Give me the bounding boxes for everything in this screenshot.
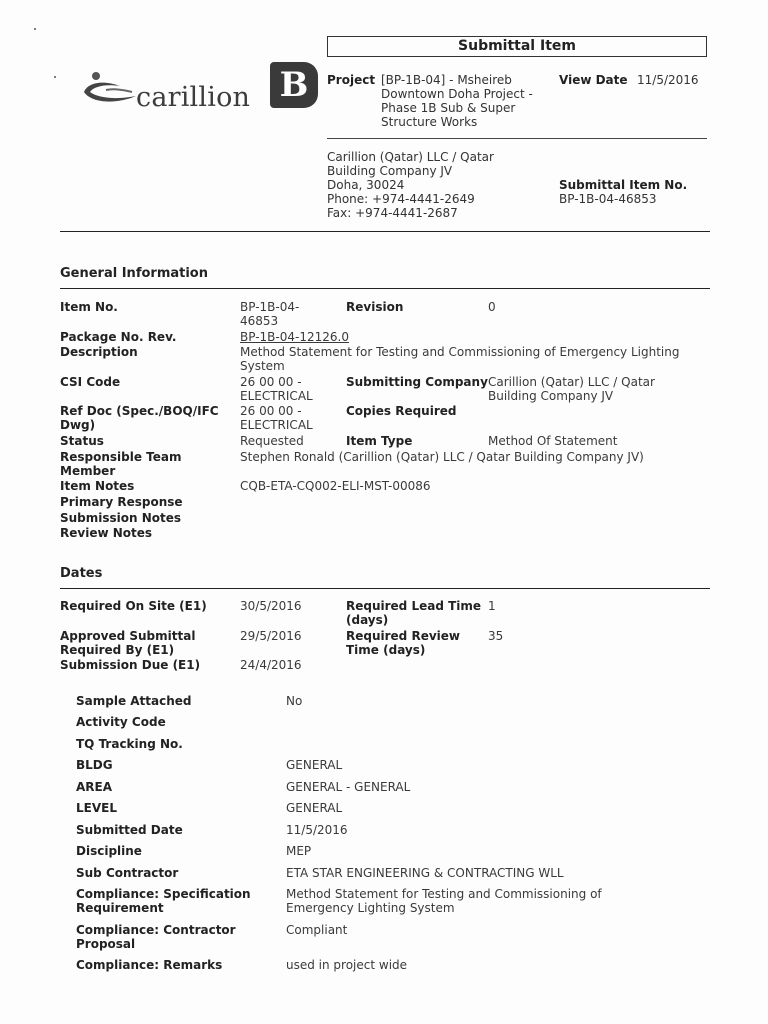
revision-value: 0 bbox=[488, 300, 496, 314]
responsible-value: Stephen Ronald (Carillion (Qatar) LLC / Qatar Building Company JV) bbox=[240, 450, 644, 464]
dates-rule bbox=[60, 588, 710, 589]
package-label: Package No. Rev. bbox=[60, 330, 177, 344]
detail-value: ETA STAR ENGINEERING & CONTRACTING WLL bbox=[286, 866, 564, 880]
status-label: Status bbox=[60, 434, 104, 448]
scan-speck bbox=[34, 28, 36, 30]
project-value: [BP-1B-04] - Msheireb Downtown Doha Project - Phase 1B Sub & Super Structure Works bbox=[381, 73, 533, 129]
detail-value: used in project wide bbox=[286, 958, 408, 972]
detail-label: TQ Tracking No. bbox=[76, 737, 183, 751]
item-notes-label: Item Notes bbox=[60, 479, 135, 493]
submitting-company-value: Carillion (Qatar) LLC / Qatar Building Company JV bbox=[488, 375, 655, 403]
detail-value: GENERAL - GENERAL bbox=[286, 780, 411, 794]
detail-value: GENERAL bbox=[286, 801, 343, 815]
logo-swoosh-icon bbox=[80, 72, 140, 106]
company-address: Carillion (Qatar) LLC / Qatar Building Company JV Doha, 30024 Phone: +974-4441-2649 Fax: +974-4441-2687 bbox=[327, 150, 494, 220]
view-date-value: 11/5/2016 bbox=[637, 73, 699, 87]
responsible-label: Responsible Team Member bbox=[60, 450, 182, 478]
review-notes-label: Review Notes bbox=[60, 526, 153, 540]
logo-b-mark-icon: B bbox=[270, 62, 318, 108]
package-link[interactable]: BP-1B-04-12126.0 bbox=[240, 330, 349, 344]
detail-label: Compliance: Remarks bbox=[76, 958, 223, 972]
submission-notes-label: Submission Notes bbox=[60, 511, 182, 525]
description-value: Method Statement for Testing and Commissioning of Emergency Lighting System bbox=[240, 345, 680, 373]
detail-label: Compliance: Contractor Proposal bbox=[76, 923, 236, 951]
ref-doc-label: Ref Doc (Spec./BOQ/IFC Dwg) bbox=[60, 404, 219, 432]
detail-value: Method Statement for Testing and Commissioning of Emergency Lighting System bbox=[286, 887, 602, 915]
copies-required-label: Copies Required bbox=[346, 404, 457, 418]
submittal-no-label: Submittal Item No. bbox=[559, 178, 688, 192]
item-notes-value: CQB-ETA-CQ002-ELI-MST-00086 bbox=[240, 479, 431, 493]
detail-label: Discipline bbox=[76, 844, 142, 858]
detail-label: LEVEL bbox=[76, 801, 117, 815]
detail-label: Compliance: Specification Requirement bbox=[76, 887, 251, 915]
approved-submittal-label: Approved Submittal Required By (E1) bbox=[60, 629, 196, 657]
detail-value: 11/5/2016 bbox=[286, 823, 348, 837]
ref-doc-value: 26 00 00 - ELECTRICAL bbox=[240, 404, 313, 432]
project-label: Project bbox=[327, 73, 376, 87]
scan-speck bbox=[54, 76, 56, 78]
detail-label: BLDG bbox=[76, 758, 113, 772]
required-review-label: Required Review Time (days) bbox=[346, 629, 460, 657]
item-no-label: Item No. bbox=[60, 300, 118, 314]
carillion-logo bbox=[80, 58, 320, 120]
item-no-value: BP-1B-04- 46853 bbox=[240, 300, 300, 328]
required-review-value: 35 bbox=[488, 629, 504, 643]
detail-label: Sample Attached bbox=[76, 694, 192, 708]
detail-label: Sub Contractor bbox=[76, 866, 179, 880]
item-type-value: Method Of Statement bbox=[488, 434, 618, 448]
required-on-site-value: 30/5/2016 bbox=[240, 599, 302, 613]
description-label: Description bbox=[60, 345, 138, 359]
submission-due-label: Submission Due (E1) bbox=[60, 658, 201, 672]
revision-label: Revision bbox=[346, 300, 404, 314]
detail-label: Submitted Date bbox=[76, 823, 183, 837]
submitting-company-label: Submitting Company bbox=[346, 375, 488, 389]
header-divider bbox=[327, 138, 707, 139]
required-lead-time-label: Required Lead Time (days) bbox=[346, 599, 482, 627]
detail-label: AREA bbox=[76, 780, 113, 794]
csi-code-label: CSI Code bbox=[60, 375, 121, 389]
view-date-label: View Date bbox=[559, 73, 628, 87]
detail-value: No bbox=[286, 694, 303, 708]
general-rule bbox=[60, 288, 710, 289]
primary-response-label: Primary Response bbox=[60, 495, 183, 509]
header-rule bbox=[60, 231, 710, 232]
dates-heading: Dates bbox=[60, 566, 103, 581]
page-title: Submittal Item bbox=[327, 36, 707, 57]
detail-value: MEP bbox=[286, 844, 312, 858]
detail-value: Compliant bbox=[286, 923, 348, 937]
csi-code-value: 26 00 00 - ELECTRICAL bbox=[240, 375, 313, 403]
item-type-label: Item Type bbox=[346, 434, 413, 448]
approved-submittal-value: 29/5/2016 bbox=[240, 629, 302, 643]
submittal-no-value: BP-1B-04-46853 bbox=[559, 192, 657, 206]
status-value: Requested bbox=[240, 434, 304, 448]
required-lead-time-value: 1 bbox=[488, 599, 496, 613]
submission-due-value: 24/4/2016 bbox=[240, 658, 302, 672]
required-on-site-label: Required On Site (E1) bbox=[60, 599, 207, 613]
detail-value: GENERAL bbox=[286, 758, 343, 772]
detail-label: Activity Code bbox=[76, 715, 166, 729]
general-information-heading: General Information bbox=[60, 266, 208, 281]
logo-wordmark: carillion bbox=[136, 82, 251, 113]
